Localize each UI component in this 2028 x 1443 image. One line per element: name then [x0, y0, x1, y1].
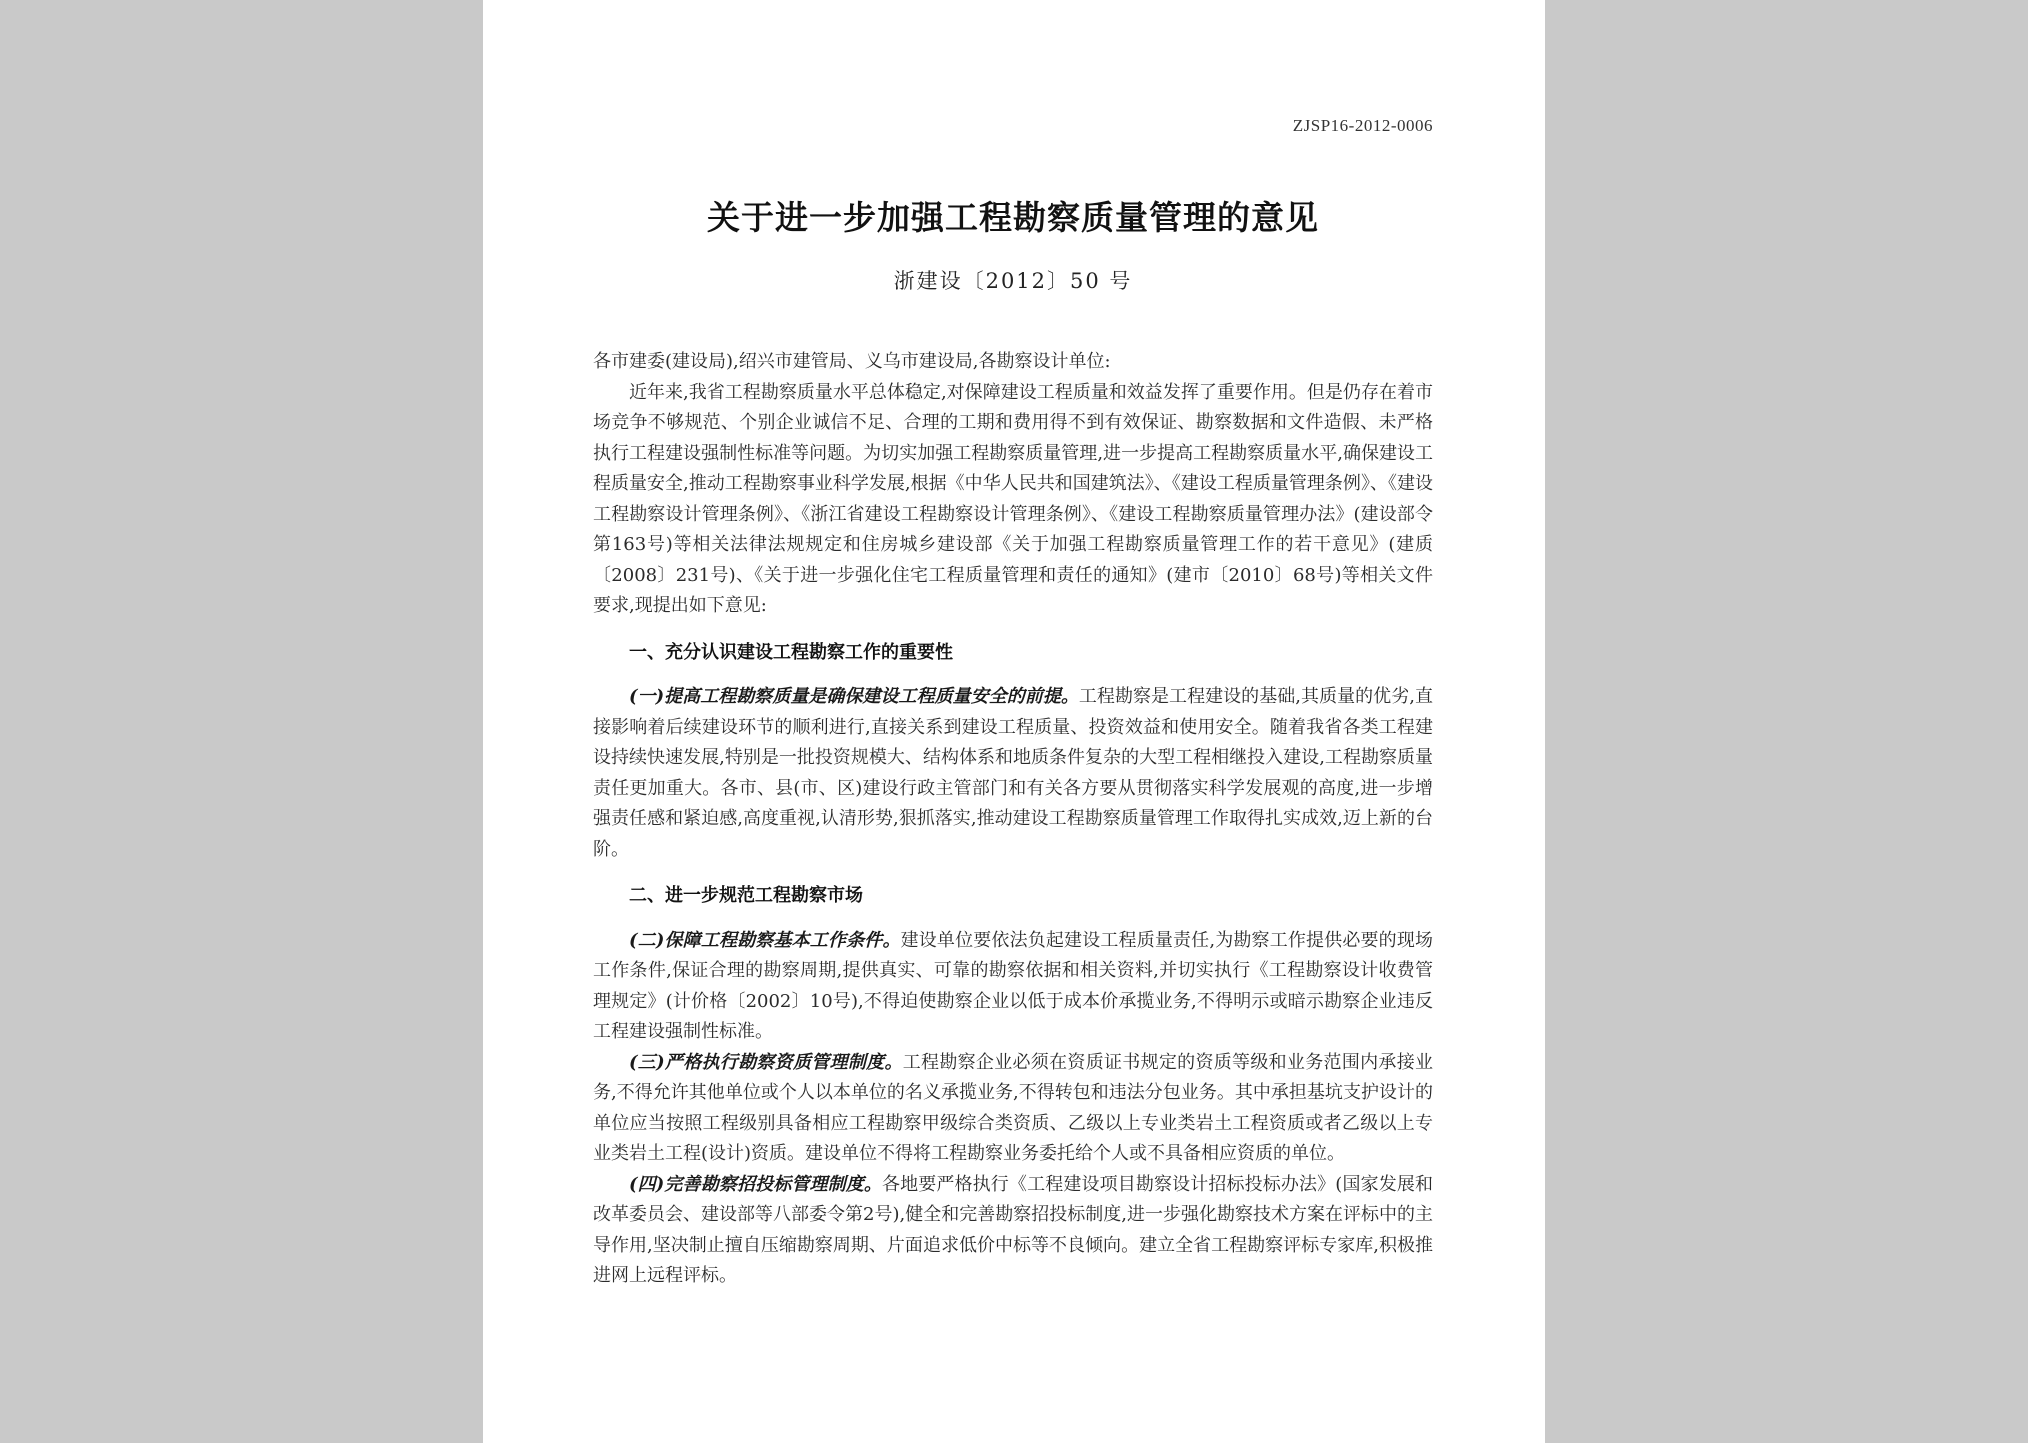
document-page	[483, 0, 1545, 1443]
paragraph-lead: (三)严格执行勘察资质管理制度。	[629, 1051, 903, 1073]
addressee-line: 各市建委(建设局),绍兴市建管局、义乌市建设局,各勘察设计单位:	[593, 351, 1111, 372]
paragraph-text: 各地要严格执行《工程建设项目勘察设计招标投标办法》(国家发展和改革委员会、建设部等八部委令第2号),健全和完善勘察招投标制度,进一步强化勘察技术方案在评标中的主导作用,坚决制止擅自压缩勘察周期、片面追求低价中标等不良倾向。建立全省工程勘察评标专家库,积极推进网上远程评标。	[593, 1173, 1433, 1286]
paragraph-lead: (二)保障工程勘察基本工作条件。	[629, 929, 901, 951]
intro-paragraph: 近年来,我省工程勘察质量水平总体稳定,对保障建设工程质量和效益发挥了重要作用。但是仍存在着市场竞争不够规范、个别企业诚信不足、合理的工期和费用得不到有效保证、勘察数据和文件造假、未严格执行工程建设强制性标准等问题。为切实加强工程勘察质量管理,进一步提高工程勘察质量水平,确保建设工程质量安全,推动工程勘察事业科学发展,根据《中华人民共和国建筑法》、《建设工程质量管理条例》、《建设工程勘察设计管理条例》、《浙江省建设工程勘察设计管理条例》、《建设工程勘察质量管理办法》(建设部令第163号)等相关法律法规规定和住房城乡建设部《关于加强工程勘察质量管理工作的若干意见》(建质〔2008〕231号)、《关于进一步强化住宅工程质量管理和责任的通知》(建市〔2010〕68号)等相关文件要求,现提出如下意见:	[593, 381, 1433, 616]
paragraph-lead: (一)提高工程勘察质量是确保建设工程质量安全的前提。	[629, 686, 1079, 707]
paragraph-text: 工程勘察企业必须在资质证书规定的资质等级和业务范围内承接业务,不得允许其他单位或个人以本单位的名义承揽业务,不得转包和违法分包业务。其中承担基坑支护设计的单位应当按照工程级别具备相应工程勘察甲级综合类资质、乙级以上专业类岩土工程资质或者乙级以上专业类岩土工程(设计)资质。建设单位不得将工程勘察业务委托给个人或不具备相应资质的单位。	[593, 1051, 1433, 1164]
document-title: 关于进一步加强工程勘察质量管理的意见	[707, 198, 1319, 237]
document-body	[593, 347, 1433, 1292]
paragraph-text: 建设单位要依法负起建设工程质量责任,为勘察工作提供必要的现场工作条件,保证合理的勘察周期,提供真实、可靠的勘察依据和相关资料,并切实执行《工程勘察设计收费管理规定》(计价格〔2002〕10号),不得迫使勘察企业以低于成本价承揽业务,不得明示或暗示勘察企业违反工程建设强制性标准。	[593, 929, 1433, 1042]
section-heading-1: 一、充分认识建设工程勘察工作的重要性	[629, 641, 953, 663]
paragraph-text: 工程勘察是工程建设的基础,其质量的优劣,直接影响着后续建设环节的顺利进行,直接关系到建设工程质量、投资效益和使用安全。随着我省各类工程建设持续快速发展,特别是一批投资规模大、结构体系和地质条件复杂的大型工程相继投入建设,工程勘察质量责任更加重大。各市、县(市、区)建设行政主管部门和有关各方要从贯彻落实科学发展观的高度,进一步增强责任感和紧迫感,高度重视,认清形势,狠抓落实,推动建设工程勘察质量管理工作取得扎实成效,迈上新的台阶。	[593, 686, 1433, 860]
paragraph-item-2	[593, 926, 1433, 1048]
paragraph-lead: (四)完善勘察招投标管理制度。	[629, 1173, 883, 1195]
paragraph-item-1	[593, 682, 1433, 865]
section-heading-2: 二、进一步规范工程勘察市场	[629, 885, 863, 906]
document-number: 浙建设〔2012〕50 号	[893, 269, 1133, 293]
paragraph-item-3	[593, 1048, 1433, 1170]
paragraph-item-4	[593, 1170, 1433, 1292]
document-code: ZJSP16-2012-0006	[1292, 116, 1433, 135]
